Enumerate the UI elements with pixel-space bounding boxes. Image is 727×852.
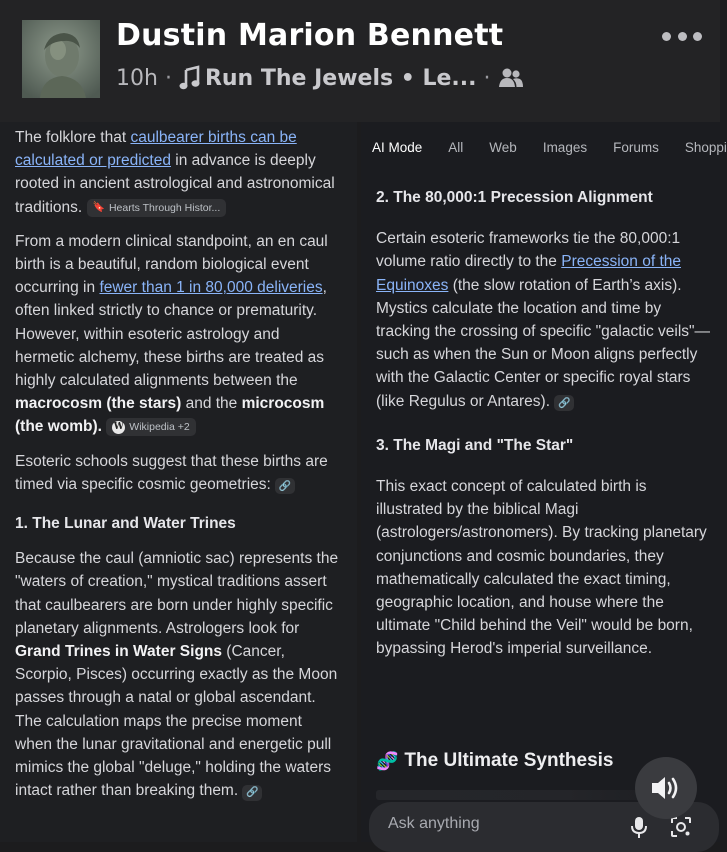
- section-heading-1: 1. The Lunar and Water Trines: [15, 515, 236, 533]
- synthesis-title: The Ultimate Synthesis: [404, 750, 614, 771]
- more-dots-icon[interactable]: [662, 28, 702, 44]
- source-chip-hearts[interactable]: [87, 199, 227, 217]
- camera-lens-icon[interactable]: [670, 816, 692, 838]
- text: Certain esoteric frameworks tie the 80,000:1 volume ratio directly to the: [376, 230, 681, 271]
- avatar[interactable]: [22, 20, 100, 98]
- text: From a modern clinical standpoint, an en caul birth is a beautiful, random biological event occurring in: [15, 232, 328, 297]
- text: Esoteric schools suggest that these births are timed via specific cosmic geometries:: [15, 452, 328, 493]
- section-heading-3: 3. The Magi and "The Star": [376, 436, 574, 454]
- paragraph-esoteric: [15, 450, 343, 496]
- paragraph-precession: [376, 227, 712, 413]
- text: Because the caul (amniotic sac) represents the "waters of creation," mystical traditions assert that caulbearers are born under highly specific planetary alignments. Astrologers look for: [15, 550, 339, 637]
- tab-ai-mode[interactable]: AI Mode: [372, 139, 423, 155]
- precession-link[interactable]: Precession of the Equinoxes: [376, 253, 681, 294]
- speaker-icon: [650, 773, 682, 803]
- bold-grand-trines: Grand Trines in Water Signs: [15, 643, 222, 661]
- link-icon[interactable]: 🔗: [275, 478, 295, 494]
- read-aloud-button[interactable]: [635, 757, 697, 819]
- tab-forums[interactable]: Forums: [613, 139, 659, 155]
- section-heading-2: 2. The 80,000:1 Precession Alignment: [376, 189, 653, 206]
- paragraph-clinical: [15, 230, 343, 439]
- post-time[interactable]: 10h: [116, 65, 158, 91]
- text: and the: [181, 395, 242, 413]
- microphone-icon[interactable]: [631, 817, 647, 839]
- separator-dot: ·: [483, 65, 491, 91]
- more-dot: [693, 32, 702, 41]
- more-dot: [678, 32, 687, 41]
- post-header: [0, 0, 720, 122]
- friends-icon: [498, 67, 524, 89]
- link-icon[interactable]: 🔗: [242, 785, 262, 801]
- right-content: [376, 186, 712, 682]
- paragraph-lunar: [15, 547, 343, 802]
- wikipedia-icon: W: [113, 422, 124, 433]
- tab-all[interactable]: All: [448, 139, 464, 155]
- song-title[interactable]: Run The Jewels • Le...: [204, 65, 477, 91]
- text: in advance is deeply rooted in ancient astrological and astronomical traditions.: [15, 152, 335, 216]
- tab-web[interactable]: Web: [489, 139, 517, 155]
- source-chip-label: Wikipedia +2: [129, 421, 190, 434]
- left-answer-panel: [0, 122, 357, 842]
- tab-images[interactable]: Images: [542, 139, 588, 155]
- rarity-link[interactable]: fewer than 1 in 80,000 deliveries: [99, 279, 323, 297]
- synthesis-heading: [376, 750, 613, 772]
- source-favicon-icon: 🔖: [92, 201, 105, 213]
- music-note-icon: [179, 66, 201, 90]
- tab-shopping[interactable]: Shoppi: [684, 139, 727, 155]
- more-dot: [662, 32, 671, 41]
- bold-macrocosm: macrocosm (the stars): [15, 395, 182, 413]
- caulbearer-link[interactable]: caulbearer births can be calculated or predicted: [15, 129, 297, 170]
- avatar-statue-image: [22, 20, 100, 98]
- dna-icon: 🧬: [376, 750, 399, 771]
- paragraph-intro: [15, 126, 343, 219]
- right-answer-panel: [361, 122, 727, 842]
- ask-input[interactable]: Ask anything: [388, 815, 480, 832]
- author-name[interactable]: Dustin Marion Bennett: [116, 18, 504, 53]
- paragraph-magi: This exact concept of calculated birth is illustrated by the biblical Magi (astrologers/astronomers). By tracking planetary conjunctions and cosmic boundaries, they mathematically calculated the exact timing, geographic location, and house where the ultimate "Child behind the Veil" would be born, bypassing Herod's imperial surveillance.: [376, 478, 707, 658]
- post-meta: [116, 62, 524, 94]
- search-tabs: [361, 122, 727, 172]
- separator-dot: ·: [164, 65, 172, 91]
- bold-microcosm: microcosm (the womb).: [15, 395, 325, 436]
- source-chip-label: Hearts Through Histor...: [108, 201, 221, 214]
- source-chip-wikipedia[interactable]: [106, 418, 195, 436]
- text: , often linked strictly to chance or prematurity. However, within esoteric astrology and hermetic alchemy, these births are treated as highly calculated alignments between the: [15, 279, 327, 390]
- link-icon[interactable]: 🔗: [554, 395, 574, 411]
- text: (Cancer, Scorpio, Pisces) occurring exactly as the Moon passes through a natal or global ascendant. The calculation maps the precise moment when the lunar gravitational and energetic pull mimics the global "deluge," holding the waters intact rather than breaking them.: [15, 643, 338, 800]
- text: (the slow rotation of Earth’s axis). Mystics calculate the location and time by tracking the crossing of specific "galactic veils"—such as when the Sun or Moon aligns perfectly with the Galactic Center or specific royal stars (like Regulus or Antares).: [376, 276, 711, 410]
- text: The folklore that: [15, 129, 131, 146]
